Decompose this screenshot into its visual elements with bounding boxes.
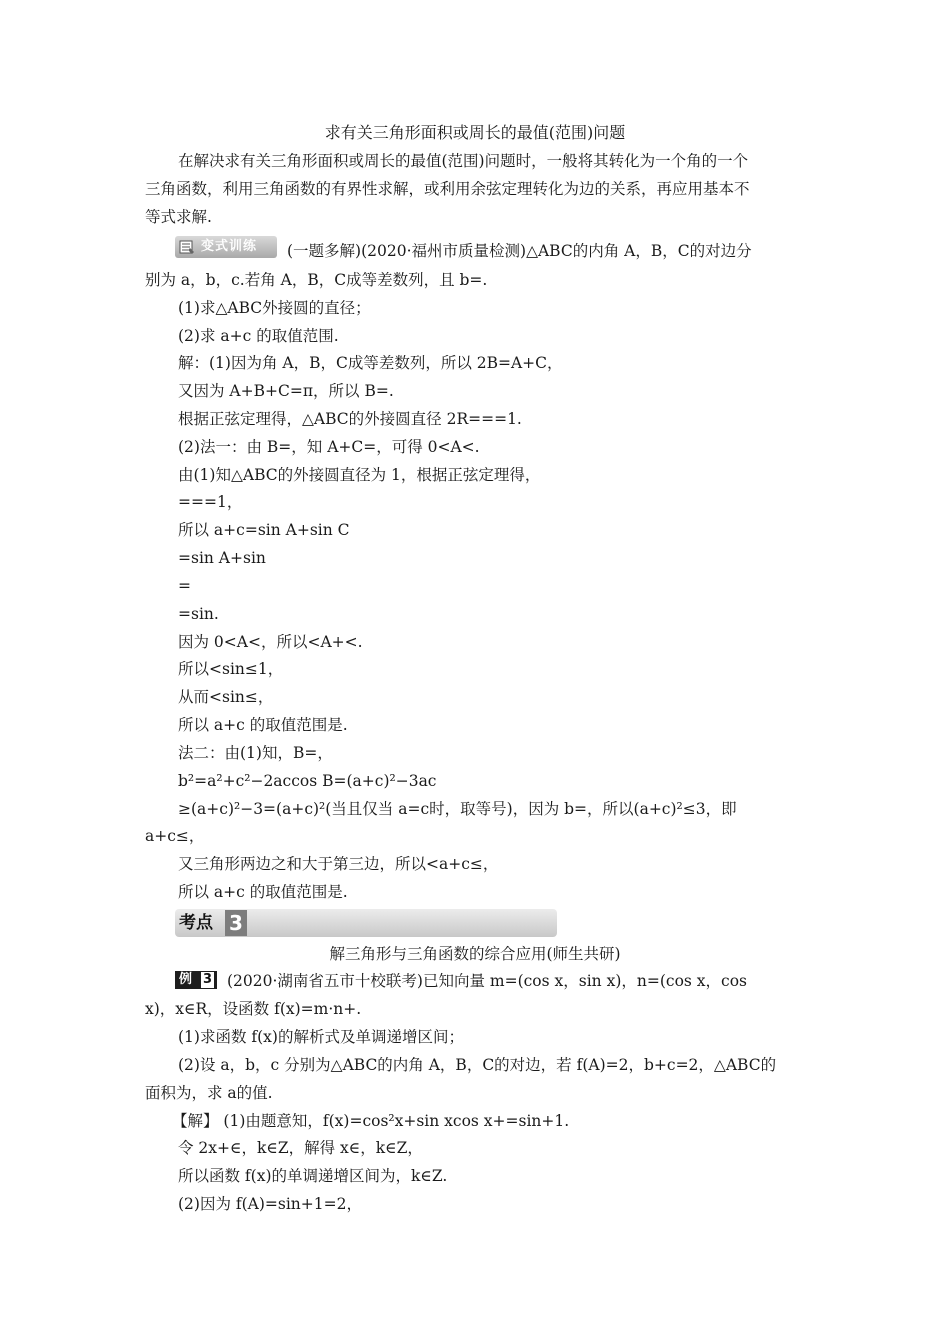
solution-line: 由(1)知△ABC的外接圆直径为 1，根据正弦定理得， [178,466,541,484]
solution-line: 根据正弦定理得，△ABC的外接圆直径 2R===1. [178,410,522,428]
example-tag [175,971,217,989]
intro-line-1: 在解决求有关三角形面积或周长的最值(范围)问题时，一般将其转化为一个角的一个 [178,152,749,170]
book-icon [179,239,195,255]
solution-line: 所以 a+c=sin A+sin C [178,521,350,539]
intro-line-2: 三角函数，利用三角函数的有界性求解，或利用余弦定理转化为边的关系，再应用基本不 [145,180,750,198]
exercise-line-1: (一题多解)(2020·福州市质量检测)△ABC的内角 A，B，C的对边分 [287,242,752,260]
answer-line: 所以函数 f(x)的单调递增区间为，k∈Z. [178,1167,448,1185]
kaodian-label: 考点 [179,913,213,933]
exercise-question-1: (1)求△ABC外接圆的直径； [178,299,371,317]
example-tag-number: 3 [202,972,213,987]
example-question-1: (1)求函数 f(x)的解析式及单调递增区间； [178,1028,464,1046]
answer-line: 令 2x+∈，k∈Z，解得 x∈，k∈Z， [178,1139,423,1157]
solution-line: = [178,577,191,595]
exercise-badge [175,236,277,258]
solution-line: 解：(1)因为角 A，B，C成等差数列，所以 2B=A+C， [178,354,563,372]
exercise-line-2: 别为 a，b，c.若角 A，B，C成等差数列，且 b=. [145,271,488,289]
solution-line: 又三角形两边之和大于第三边，所以<a+c≤， [178,855,499,873]
solution-line: (2)法一：由 B=，知 A+C=，可得 0<A<. [178,438,480,456]
section-heading: 求有关三角形面积或周长的最值(范围)问题 [324,123,626,142]
solution-line: ≥(a+c)²−3=(a+c)²(当且仅当 a=c时，取等号)，因为 b=，所以(a+c)²≤3，即 [178,800,737,818]
answer-line: (2)因为 f(A)=sin+1=2， [178,1195,362,1213]
solution-line: 法二：由(1)知，B=， [178,744,333,762]
intro-line-3: 等式求解. [145,208,212,226]
solution-line: 因为 0<A<，所以<A+<. [178,633,363,651]
solution-line: 又因为 A+B+C=π，所以 B=. [178,382,394,400]
example-tag-label: 例 [179,972,193,987]
solution-line: =sin. [178,605,219,623]
solution-line: 从而<sin≤， [178,688,274,706]
solution-line: b²=a²+c²−2accos B=(a+c)²−3ac [178,772,437,790]
kaodian-bar [175,909,557,937]
solution-line: 所以 a+c 的取值范围是. [178,716,348,734]
solution-line: 所以<sin≤1， [178,660,284,678]
answer-line: 【解】 (1)由题意知，f(x)=cos²x+sin xcos x+=sin+1. [172,1112,570,1130]
example-line-2: x)，x∈R，设函数 f(x)=m·n+. [145,1000,362,1018]
exercise-question-2: (2)求 a+c 的取值范围. [178,327,339,345]
example-question-2a: (2)设 a，b，c 分别为△ABC的内角 A，B，C的对边，若 f(A)=2，b+c=2，△ABC的 [178,1056,777,1074]
solution-line: a+c≤， [145,827,205,845]
example-line-1: (2020·湖南省五市十校联考)已知向量 m=(cos x，sin x)，n=(cos x，cos [227,972,747,990]
section-title: 解三角形与三角函数的综合应用(师生共研) [329,945,621,963]
example-question-2b: 面积为，求 a的值. [145,1084,273,1102]
solution-line: ===1， [178,493,243,511]
solution-line: 所以 a+c 的取值范围是. [178,883,348,901]
kaodian-number: 3 [225,910,247,936]
solution-line: =sin A+sin [178,549,266,567]
exercise-badge-label: 变式训练 [201,239,258,254]
